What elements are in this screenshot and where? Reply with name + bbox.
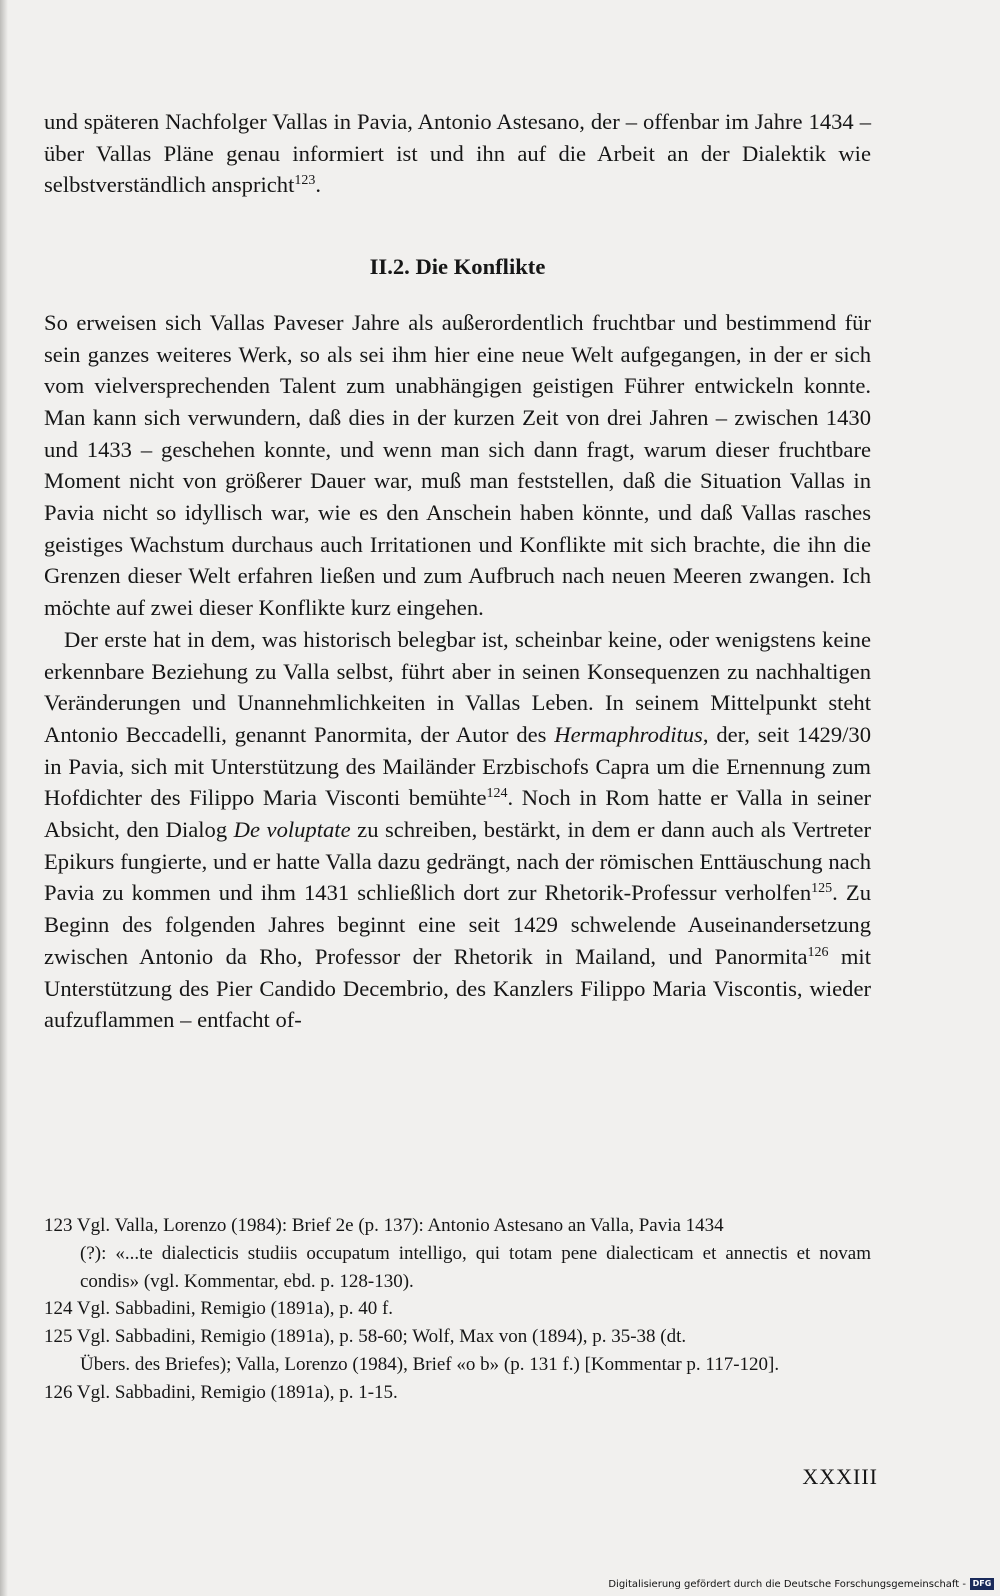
footnote-text: Vgl. Valla, Lorenzo (1984): Brief 2e (p. 137): Antonio Astesano an Valla, Pavia 1434 <box>76 1215 724 1236</box>
footnote-number: 124 <box>44 1298 73 1320</box>
footnote-ref-125[interactable]: 125 <box>811 881 833 897</box>
work-title-hermaphroditus: Hermaphroditus <box>554 721 703 747</box>
paragraph-3-part: Der erste hat in dem, was historisch belegbar ist, scheinbar keine, oder wenigstens keine erkennbare Beziehung zu Valla selbst, führt aber in seinen Konsequenzen zu nachhaltigen Veränderungen und Unannehmlichkeiten in Vallas Leben. In seinem Mittelpunkt steht Antonio Beccadelli, genannt Panormita, der Autor des <box>44 626 871 747</box>
paragraph-1-end: . <box>315 172 322 198</box>
footnote-ref-126[interactable]: 126 <box>807 944 829 960</box>
work-title-de-voluptate: De voluptate <box>233 817 351 843</box>
paragraph-3-part: . Zu Beginn des folgenden Jahres beginnt eine seit 1429 schwelende Auseinandersetzung zwischen Antonio da Rho, Professor der Rhetorik in Mailand, und Panormita <box>44 880 871 969</box>
footnote-text: Vgl. Sabbadini, Remigio (1891a), p. 58-60; Wolf, Max von (1894), p. 35-38 (dt. <box>76 1326 687 1348</box>
paragraph-3 <box>44 624 871 1036</box>
main-text <box>44 106 871 1036</box>
footnote-123 <box>44 1212 871 1295</box>
digitization-footer <box>608 1578 994 1590</box>
paragraph-2: So erweisen sich Vallas Paveser Jahre als außerordentlich fruchtbar und bestimmend für sein ganzes weiteres Werk, so als sei ihm hier eine neue Welt aufgegangen, in der er sich vom vielversprechenden Talent zum unabhängigen geistigen Führer entwickeln konnte. Man kann sich verwundern, daß dies in der kurzen Zeit von drei Jahren – zwischen 1430 und 1433 – geschehen konnte, und wenn man sich dann fragt, warum dieser fruchtbare Moment nicht von größerer Dauer war, muß man feststellen, daß die Situation Vallas in Pavia nicht so idyllisch war, wie es den Anschein haben könnte, und daß Vallas rasches geistiges Wachstum durchaus auch Irritationen und Konflikte mit sich brachte, die ihn die Grenzen dieser Welt erfahren ließen und zum Aufbruch nach neuen Meeren zwangen. Ich möchte auf zwei dieser Konflikte kurz eingehen. <box>44 309 871 621</box>
paragraph-3-part: mit Unterstützung des Pier Candido Decembrio, des Kanzlers Filippo Maria Viscontis, wieder aufzuflammen – entfacht of- <box>44 943 871 1033</box>
footnote-number: 123 <box>44 1215 73 1236</box>
paragraph-3-part: , der, seit 1429/30 in Pavia, sich mit Unterstützung des Mailänder Erzbischofs Capra um die Ernennung zum Hofdichter des Filippo Maria Visconti bemühte <box>44 721 871 811</box>
footnote-number: 126 <box>44 1381 73 1403</box>
footnote-continuation: Übers. des Briefes); Valla, Lorenzo (1984), Brief «o b» (p. 131 f.) [Kommentar p. 117-120]. <box>80 1353 780 1375</box>
section-heading: II.2. Die Konflikte <box>369 254 546 280</box>
footnote-ref-123[interactable]: 123 <box>294 173 316 189</box>
footnote-126 <box>44 1379 871 1407</box>
digitization-notice: Digitalisierung gefördert durch die Deutsche Forschungsgemeinschaft - <box>608 1578 966 1590</box>
page-edge-shadow <box>0 0 8 1596</box>
footnote-text: Vgl. Sabbadini, Remigio (1891a), p. 40 f. <box>76 1298 394 1320</box>
footnote-124 <box>44 1295 871 1323</box>
paragraph-3-part: zu schreiben, bestärkt, in dem er dann auch als Vertreter Epikurs fungierte, und er hatte Valla dazu gedrängt, nach der römischen Enttäuschung nach Pavia zu kommen und ihm 1431 schließlich dort zur Rhetorik-Professur verholfen <box>44 817 871 906</box>
page-number: XXXIII <box>802 1464 878 1489</box>
footnote-continuation: (?): «...te dialecticis studiis occupatum intelligo, qui totam pene dialecticam et annectis et novam condis» (vgl. Kommentar, ebd. p. 128-130). <box>80 1242 871 1292</box>
paragraph-3-part: . Noch in Rom hatte er Valla in seiner Absicht, den Dialog <box>44 785 871 843</box>
footnote-text: Vgl. Sabbadini, Remigio (1891a), p. 1-15. <box>76 1381 398 1403</box>
footnote-ref-124[interactable]: 124 <box>486 786 508 802</box>
paragraph-1-text: und späteren Nachfolger Vallas in Pavia, Antonio Astesano, der – offenbar im Jahre 1434 – über Vallas Pläne genau informiert ist und ihn auf die Arbeit an der Dialektik wie selbstverständlich anspricht <box>44 109 871 198</box>
footnote-125 <box>44 1323 871 1379</box>
footnote-number: 125 <box>44 1326 73 1348</box>
footnotes <box>44 1212 871 1407</box>
dfg-logo-icon: DFG <box>970 1578 994 1590</box>
paragraph-1 <box>44 106 871 201</box>
